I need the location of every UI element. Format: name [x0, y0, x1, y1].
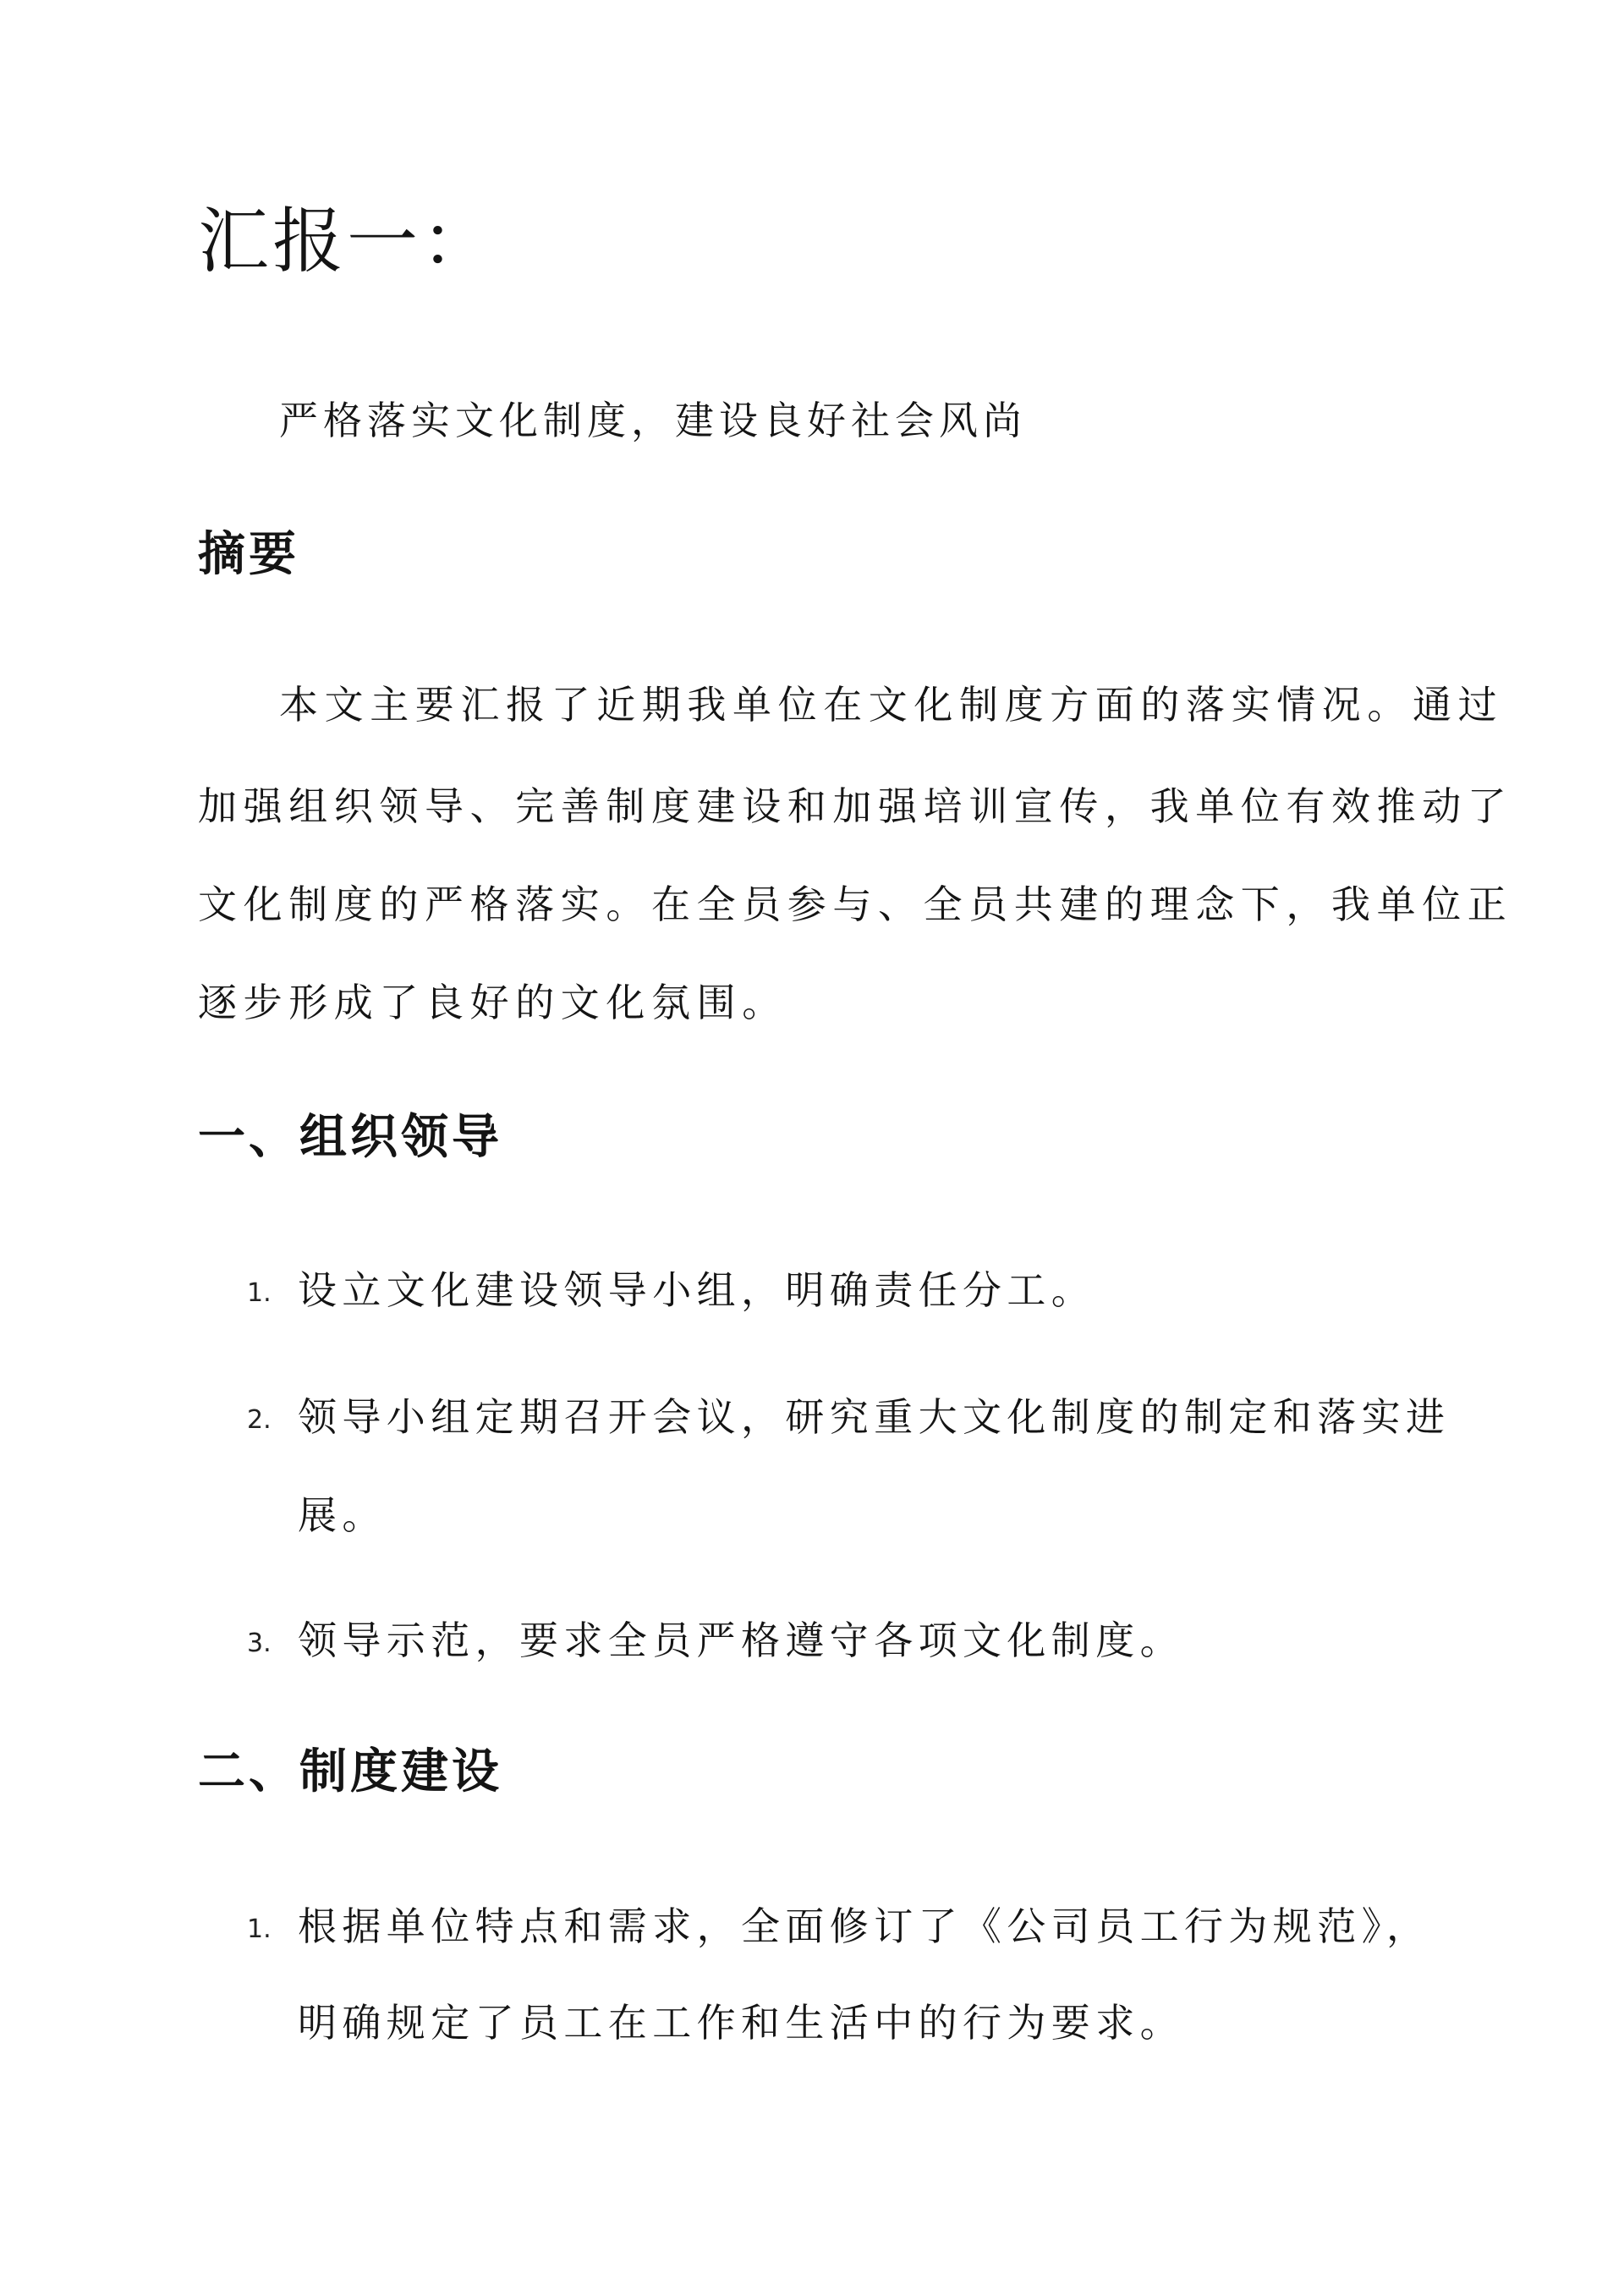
list-item-number: 3.	[247, 1629, 272, 1658]
list-item-text: 明确规定了员工在工作和生活中的行为要求。	[298, 2000, 1184, 2046]
list-item-number: 1.	[247, 1278, 272, 1308]
list-item-text: 领导小组定期召开会议，研究重大文化制度的制定和落实进	[298, 1394, 1451, 1440]
summary-line: 文化制度的严格落实。在全员参与、全员共建的理念下，我单位正	[198, 882, 1513, 927]
list-item-number: 2.	[247, 1405, 272, 1435]
document-subtitle: 严格落实文化制度，建设良好社会风尚	[279, 398, 1027, 443]
summary-line: 本文主要汇报了近期我单位在文化制度方面的落实情况。通过	[279, 682, 1504, 728]
list-item-number: 1.	[247, 1914, 272, 1944]
summary-heading: 摘要	[198, 527, 299, 582]
section-heading-organization: 一、组织领导	[198, 1110, 502, 1165]
summary-line: 逐步形成了良好的文化氛围。	[198, 980, 787, 1025]
document-title: 汇报一：	[198, 200, 497, 283]
list-item-text: 根据单位特点和需求，全面修订了《公司员工行为规范》，	[298, 1903, 1431, 1949]
section-heading-system-building: 二、制度建设	[198, 1744, 502, 1799]
list-item-text: 领导示范，要求全员严格遵守各项文化制度。	[298, 1618, 1184, 1663]
list-item-text: 展。	[298, 1492, 387, 1538]
summary-line: 加强组织领导、完善制度建设和加强培训宣传，我单位有效推动了	[198, 783, 1513, 829]
list-item-text: 设立文化建设领导小组，明确责任分工。	[298, 1267, 1096, 1313]
